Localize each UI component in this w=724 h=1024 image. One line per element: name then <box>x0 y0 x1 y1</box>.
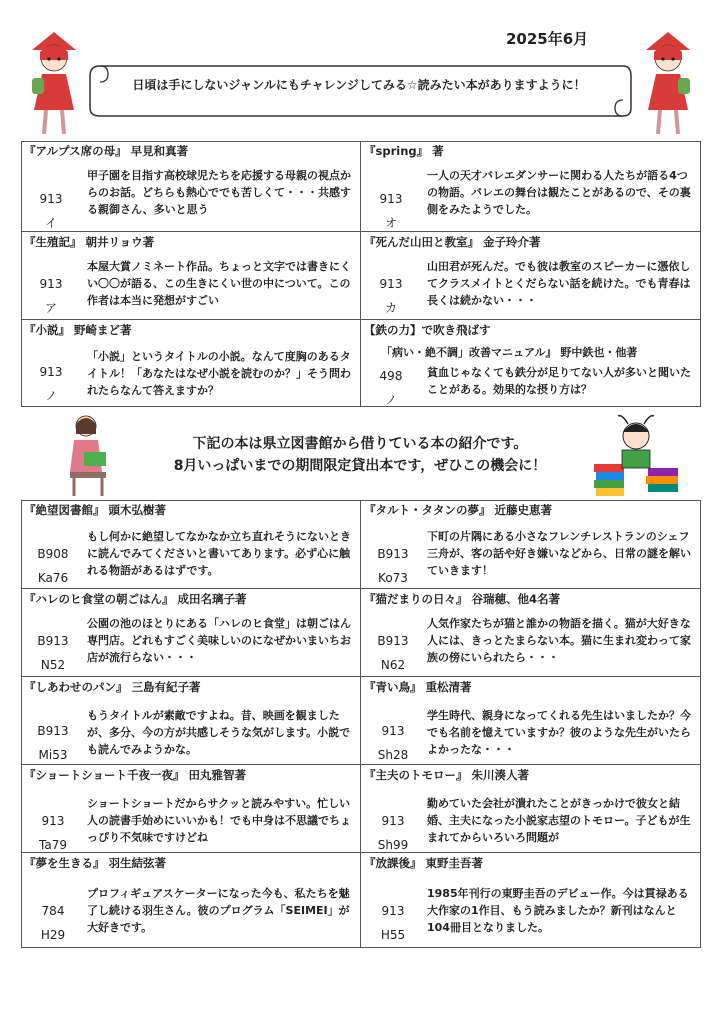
book-description: 一人の天才バレエダンサーに関わる人たちが語る4つの物語。バレエの舞台は観たことがあるので、その裏側をみたようでした。 <box>427 169 691 216</box>
book-title: 『猫だまりの日々』 谷瑞穂、他4名著 <box>364 592 561 606</box>
reading-woman-illustration <box>60 412 116 500</box>
book-title: 『放課後』 東野圭吾著 <box>364 856 484 870</box>
book-card <box>361 231 701 319</box>
call-number: B913 Ko73 <box>377 547 409 585</box>
book-card <box>361 319 701 407</box>
book-card <box>361 141 701 231</box>
book-title: 『夢を生きる』 羽生結弦著 <box>24 856 167 870</box>
book-card <box>21 141 360 231</box>
boy-with-books-illustration <box>588 412 684 498</box>
call-number: B913 N52 <box>37 634 69 672</box>
book-title: 『絶望図書館』 頭木弘樹著 <box>24 503 167 517</box>
book-title: 『ショートショート千夜一夜』 田丸雅智著 <box>24 768 247 782</box>
book-card <box>361 676 701 764</box>
issue-date: 2025年6月 <box>506 30 589 48</box>
book-card <box>21 500 360 588</box>
mascot-right-illustration <box>638 30 698 138</box>
book-card <box>21 676 360 764</box>
book-card <box>361 852 701 948</box>
book-description: 甲子園を目指す高校球児たちを応援する母親の視点からのお話。どちらも熱心ででも苦しくて・・・共感する親御さん、多いと思う <box>87 169 351 216</box>
book-card <box>361 500 701 588</box>
book-title: 『死んだ山田と教室』 金子玲介著 <box>364 235 541 249</box>
book-card <box>21 852 360 948</box>
call-number: B908 Ka76 <box>37 547 69 585</box>
banner-text: 日頃は手にしないジャンルにもチャレンジしてみる☆読みたい本がありますように！ <box>132 78 586 92</box>
call-number: 913 Sh99 <box>377 814 409 852</box>
book-description: ショートショートだからサクッと読みやすい。忙しい人の読書手始めにいいかも！でも中身は不思議でちょっぴり不気味ですけどね <box>87 797 351 844</box>
book-description: もし何かに絶望してなかなか立ち直れそうにないときに読んでみてくださいと書いてあります。必ず心に触れる物語があるはずです。 <box>87 530 351 577</box>
call-number: 913 イ <box>39 192 63 230</box>
book-subtitle: 「病い・絶不調」改善マニュアル』 野中鉄也・他著 <box>381 346 638 359</box>
book-description: 山田君が死んだ。でも彼は教室のスピーカーに憑依してクラスメイトとくだらない話を続けた。でも青春は長くは続かない・・・ <box>427 260 691 307</box>
book-title: 『小説』 野崎まど著 <box>24 323 132 337</box>
call-number: B913 Mi53 <box>37 724 69 762</box>
book-title: 『青い鳥』 重松清著 <box>364 680 472 694</box>
book-card <box>361 588 701 676</box>
book-card <box>21 319 360 407</box>
call-number: 913 H55 <box>380 904 406 942</box>
book-description: 勤めていた会社が潰れたことがきっかけで彼女と結婚、主夫になった小説家志望のトモロー。子どもが生まれてからいろいろ問題が <box>427 797 691 844</box>
book-title: 『spring』 著 <box>364 144 444 158</box>
book-title: 『生殖記』 朝井リョウ著 <box>24 235 155 249</box>
book-description: プロフィギュアスケーターになった今も、私たちを魅了し続ける羽生さん。彼のプログラム「SEIMEI」が大好きです。 <box>87 887 350 934</box>
book-card <box>361 764 701 852</box>
book-title: 『アルプス席の母』 早見和真著 <box>24 144 189 158</box>
book-description: 公園の池のほとりにある「ハレのヒ食堂」は朝ごはん専門店。どれもすごく美味しいのになぜかいまいちお店が流行らない・・・ <box>87 617 351 664</box>
call-number: 498 ノ <box>379 369 403 407</box>
call-number: 913 カ <box>379 277 403 315</box>
book-description: 1985年刊行の東野圭吾のデビュー作。今は貫禄ある大作家の1作目、もう読みましたか？新刊はなんと104冊目となりました。 <box>427 887 689 934</box>
call-number: 913 ア <box>39 277 63 315</box>
book-description: 学生時代、親身になってくれる先生はいましたか？今でも名前を憶えていますか？彼のような先生がいたらよかったな・・・ <box>427 709 691 756</box>
call-number: B913 N62 <box>377 634 409 672</box>
book-description: 下町の片隅にある小さなフレンチレストランのシェフ三舟が、客の話や好き嫌いなどから、日常の謎を解いていきます！ <box>427 530 691 577</box>
call-number: 913 オ <box>379 192 403 230</box>
book-title: 『タルト・タタンの夢』 近藤史恵著 <box>364 503 553 517</box>
book-title: 『ハレのヒ食堂の朝ごはん』 成田名璃子著 <box>24 592 247 606</box>
book-card <box>21 588 360 676</box>
call-number: 913 Sh28 <box>377 724 409 762</box>
book-description: 人気作家たちが猫と誰かの物語を描く。猫が大好きな人には、きっとたまらない本。猫に生まれ変わって家族の傍にいられたら・・・ <box>427 617 691 664</box>
book-description: 「小説」というタイトルの小説。なんて度胸のあるタイトル！「あなたはなぜ小説を読むのか？」そう問われたらなんて答えますか？ <box>87 350 351 397</box>
book-card <box>21 764 360 852</box>
lending-notice: 下記の本は県立図書館から借りている本の紹介です。 8月いっぱいまでの期間限定貸出本です，ぜひこの機会に！ <box>173 436 547 474</box>
book-card <box>21 231 360 319</box>
mascot-left-illustration <box>24 30 84 138</box>
call-number: 913 Ta79 <box>39 814 67 852</box>
call-number: 913 ノ <box>39 365 63 403</box>
book-description: 本屋大賞ノミネート作品。ちょっと文字では書きにくい〇〇が語る、この生きにくい世の中について。この作者は本当に発想がすごい <box>87 260 351 307</box>
book-title: 『しあわせのパン』 三島有紀子著 <box>24 680 201 694</box>
call-number: 784 H29 <box>40 904 66 942</box>
book-title: 『主夫のトモロー』 朱川湊人著 <box>364 768 530 782</box>
book-title: 【鉄の力】で吹き飛ばす <box>364 323 491 337</box>
book-description: 貧血じゃなくても鉄分が足りてない人が多いと聞いたことがある。効果的な摂り方は？ <box>427 366 691 396</box>
book-description: もうタイトルが素敵ですよね。昔、映画を観ましたが、多分、今の方が共感しそうな気がします。小説でも読んでみようかな。 <box>87 709 351 756</box>
